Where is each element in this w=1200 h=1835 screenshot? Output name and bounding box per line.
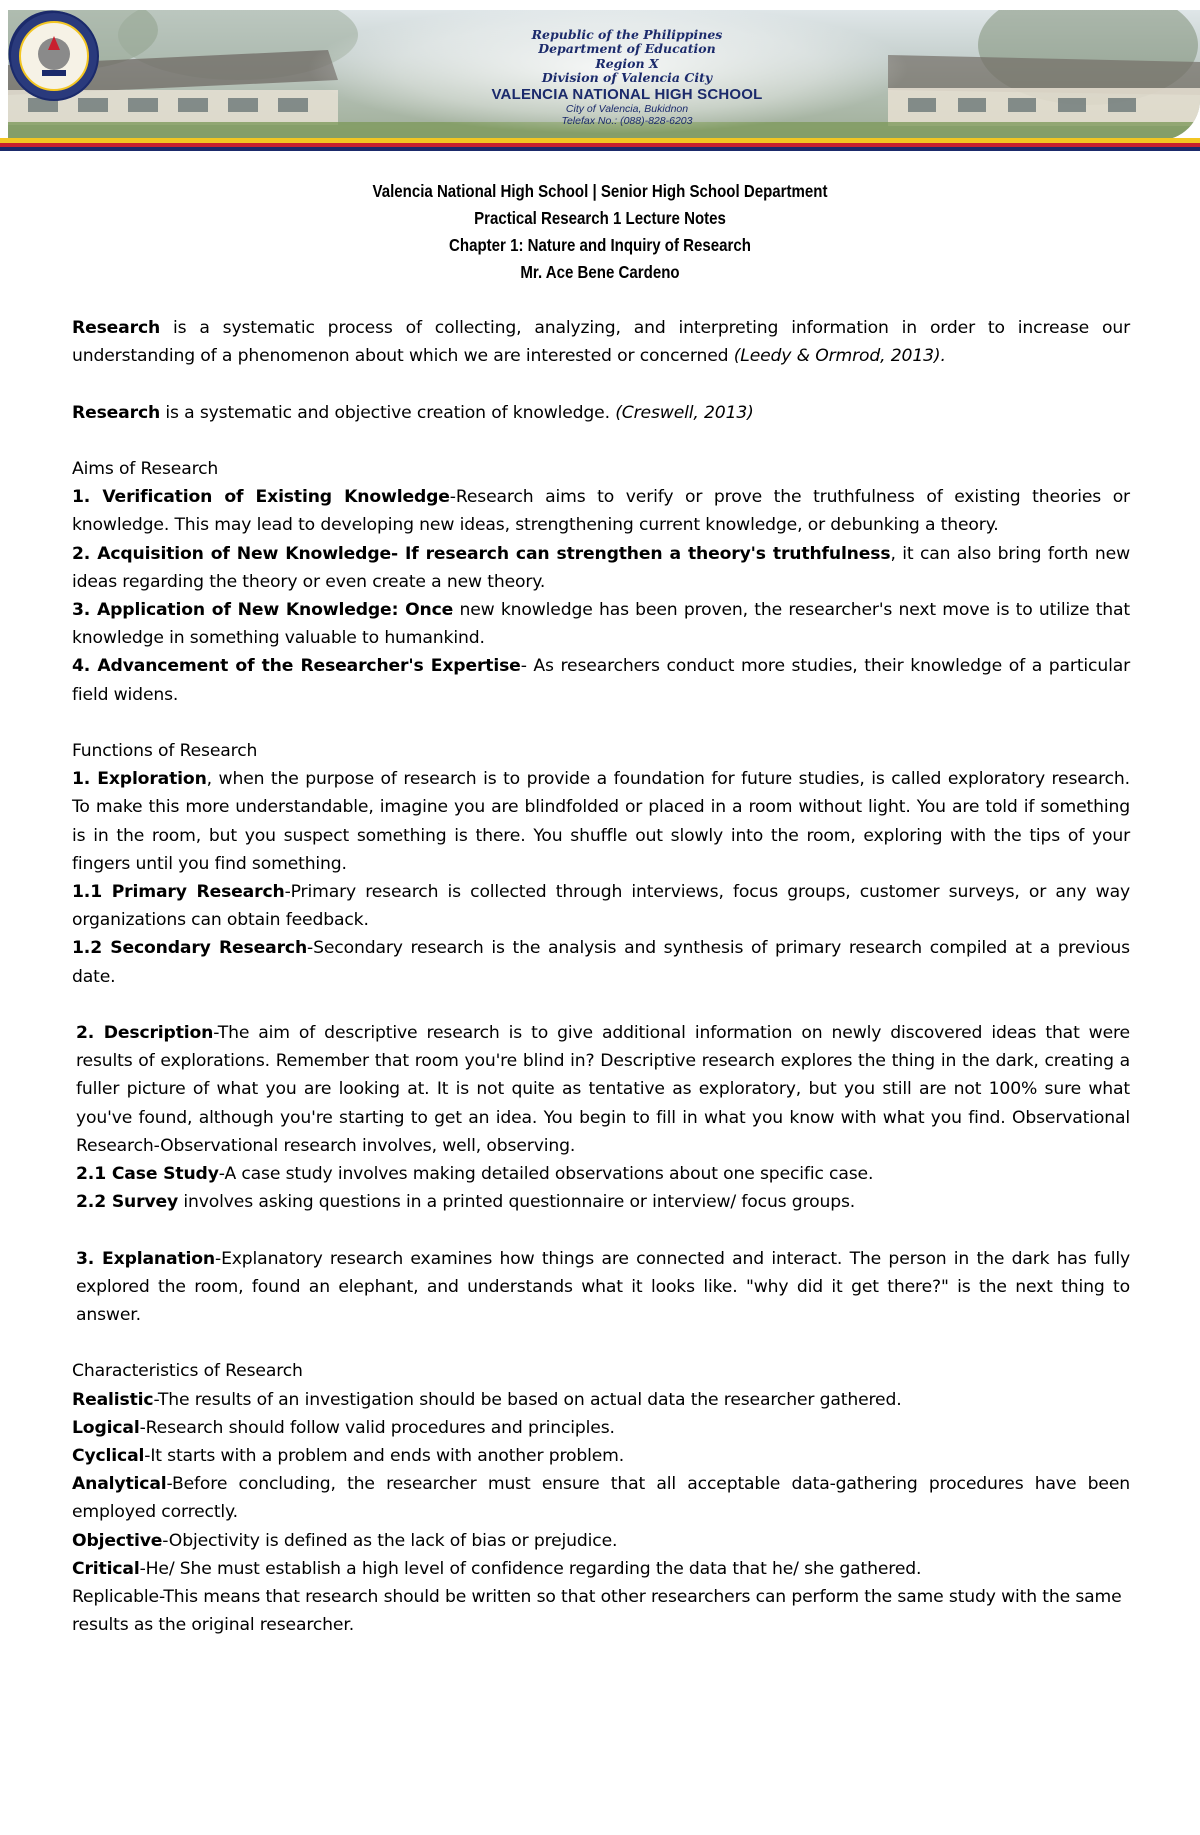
function-label: 2. Description xyxy=(76,1023,214,1044)
characteristic-label: Realistic xyxy=(72,1389,154,1410)
aim-label: 1. Verification of Existing Knowledge xyxy=(72,487,450,508)
document-content xyxy=(72,314,1130,1639)
function-label: 1.2 Secondary Research xyxy=(72,938,308,959)
letterhead-region: Region X xyxy=(595,55,659,71)
characteristic-item xyxy=(72,1527,1130,1555)
aim-text: -Research aims to verify or prove the truthfulness of existing theories or knowledge. This may lead to developing new ideas, strengthening current knowledge, or debunking a theory. xyxy=(72,487,1130,536)
characteristic-text: -Before concluding, the researcher must ensure that all acceptable data-gathering procedures have been employed correctly. xyxy=(72,1474,1130,1523)
characteristic-text: -Research should follow valid procedures and principles. xyxy=(139,1417,615,1438)
function-label: 2.2 Survey xyxy=(76,1192,179,1213)
characteristic-item xyxy=(72,1470,1130,1526)
definition-text: is a systematic process of collecting, analyzing, and interpreting information in order to increase our understanding of a phenomenon about which we are interested or concerned xyxy=(72,318,1130,367)
characteristic-label: Cyclical xyxy=(72,1446,145,1467)
aim-text: , it can also bring forth new ideas regarding the theory or even create a new theory. xyxy=(72,543,1130,592)
aim-label: 3. Application of New Knowledge: Once xyxy=(72,600,454,620)
function-primary-research xyxy=(72,878,1130,934)
blue-stripe xyxy=(0,147,1200,151)
function-text: -The aim of descriptive research is to give additional information on newly discovered ideas that were results of explorations. Remember that room you're blind in? Descriptive research explores the thing in the dark, creating a fuller picture of what you are looking at. It is not quite as tentative as exploratory, but you still are not 100% sure what you've found, although you're starting to get an idea. You begin to fill in what you know with what you find. Observational Research-Observational research involves, well, observing. xyxy=(76,1023,1130,1156)
function-description xyxy=(72,1019,1130,1160)
function-label: 2.1 Case Study xyxy=(76,1164,219,1185)
definition-citation: (Creswell, 2013) xyxy=(615,402,754,423)
function-explanation xyxy=(72,1245,1130,1330)
characteristic-item xyxy=(72,1555,1130,1583)
aim-label: 4. Advancement of the Researcher's Expertise xyxy=(72,656,521,677)
letterhead-school-name: VALENCIA NATIONAL HIGH SCHOOL xyxy=(491,85,763,103)
aims-heading: Aims of Research xyxy=(72,458,219,479)
characteristic-item xyxy=(72,1442,1130,1470)
function-text: -Primary research is collected through interviews, focus groups, customer surveys, or any way organizations can obtain feedback. xyxy=(72,882,1130,931)
function-text: -Secondary research is the analysis and synthesis of primary research compiled at a previous date. xyxy=(72,938,1130,987)
letterhead-department: Department of Education xyxy=(538,41,716,57)
function-text: , when the purpose of research is to provide a foundation for future studies, is called exploratory research. To make this more understandable, imagine you are blindfolded or placed in a room without light. You are told if something is in the room, but you suspect something is there. You shuffle out slowly into the room, exploring with the tips of your fingers until you find something. xyxy=(72,769,1130,874)
aim-item xyxy=(72,483,1130,539)
letterhead-text xyxy=(482,28,772,127)
function-secondary-research xyxy=(72,934,1130,990)
function-label: 1.1 Primary Research xyxy=(72,882,285,903)
characteristics-heading: Characteristics of Research xyxy=(72,1361,303,1382)
aim-item xyxy=(72,596,1130,652)
function-label: 1. Exploration xyxy=(72,769,207,790)
letterhead-republic: Republic of the Philippines xyxy=(531,27,723,42)
characteristic-item xyxy=(72,1414,1130,1442)
letterhead-division: Division of Valencia City xyxy=(541,70,713,86)
definition-paragraph xyxy=(72,399,1130,427)
function-text: -Explanatory research examines how things are connected and interact. The person in the dark has fully explored the room, found an elephant, and understands what it looks like. "why did it get there?" is the next thing to answer. xyxy=(76,1248,1130,1326)
aim-item xyxy=(72,540,1130,596)
document-header xyxy=(84,178,1116,286)
header-chapter: Chapter 1: Nature and Inquiry of Research xyxy=(449,235,751,255)
header-teacher: Mr. Ace Bene Cardeno xyxy=(520,262,680,282)
characteristic-label: Analytical xyxy=(72,1474,167,1495)
function-exploration xyxy=(72,765,1130,878)
characteristic-text: Replicable-This means that research should be written so that other researchers can perform the same study with the same results as the original researcher. xyxy=(72,1587,1122,1636)
letterhead-telefax: Telefax No.: (088)-828-6203 xyxy=(561,114,693,127)
characteristic-label: Objective xyxy=(72,1530,163,1551)
function-text: involves asking questions in a printed questionnaire or interview/ focus groups. xyxy=(178,1192,856,1213)
function-survey xyxy=(72,1188,1130,1216)
definition-citation: (Leedy & Ormrod, 2013). xyxy=(733,346,946,367)
characteristic-text: -The results of an investigation should be based on actual data the researcher gathered. xyxy=(153,1389,902,1410)
aim-text: - As researchers conduct more studies, their knowledge of a particular field widens. xyxy=(72,656,1130,705)
definition-text: is a systematic and objective creation of knowledge. xyxy=(160,402,616,423)
function-label: 3. Explanation xyxy=(76,1248,216,1269)
definition-term: Research xyxy=(72,318,161,338)
header-course: Practical Research 1 Lecture Notes xyxy=(474,208,726,228)
function-case-study xyxy=(72,1160,1130,1188)
characteristic-text: -Objectivity is defined as the lack of bias or prejudice. xyxy=(162,1530,618,1551)
characteristic-item xyxy=(72,1386,1130,1414)
aim-label: 2. Acquisition of New Knowledge- If research can strengthen a theory's truthfulness xyxy=(72,543,891,564)
aim-text: new knowledge has been proven, the researcher's next move is to utilize that knowledge in something valuable to humankind. xyxy=(72,600,1131,649)
definition-paragraph xyxy=(72,314,1130,370)
characteristic-label: Logical xyxy=(72,1417,140,1438)
characteristic-label: Critical xyxy=(72,1558,140,1579)
header-school-department: Valencia National High School | Senior High School Department xyxy=(372,181,828,201)
deped-seal-icon xyxy=(8,10,100,102)
characteristic-item xyxy=(72,1583,1130,1639)
functions-heading: Functions of Research xyxy=(72,741,258,761)
characteristic-text: -It starts with a problem and ends with another problem. xyxy=(144,1446,625,1467)
letterhead-banner xyxy=(8,10,1200,140)
definition-term: Research xyxy=(72,402,161,423)
aim-item xyxy=(72,652,1130,708)
letterhead-city: City of Valencia, Bukidnon xyxy=(565,102,689,115)
characteristic-text: -He/ She must establish a high level of confidence regarding the data that he/ she gathered. xyxy=(139,1558,922,1579)
function-text: -A case study involves making detailed observations about one specific case. xyxy=(218,1164,874,1185)
